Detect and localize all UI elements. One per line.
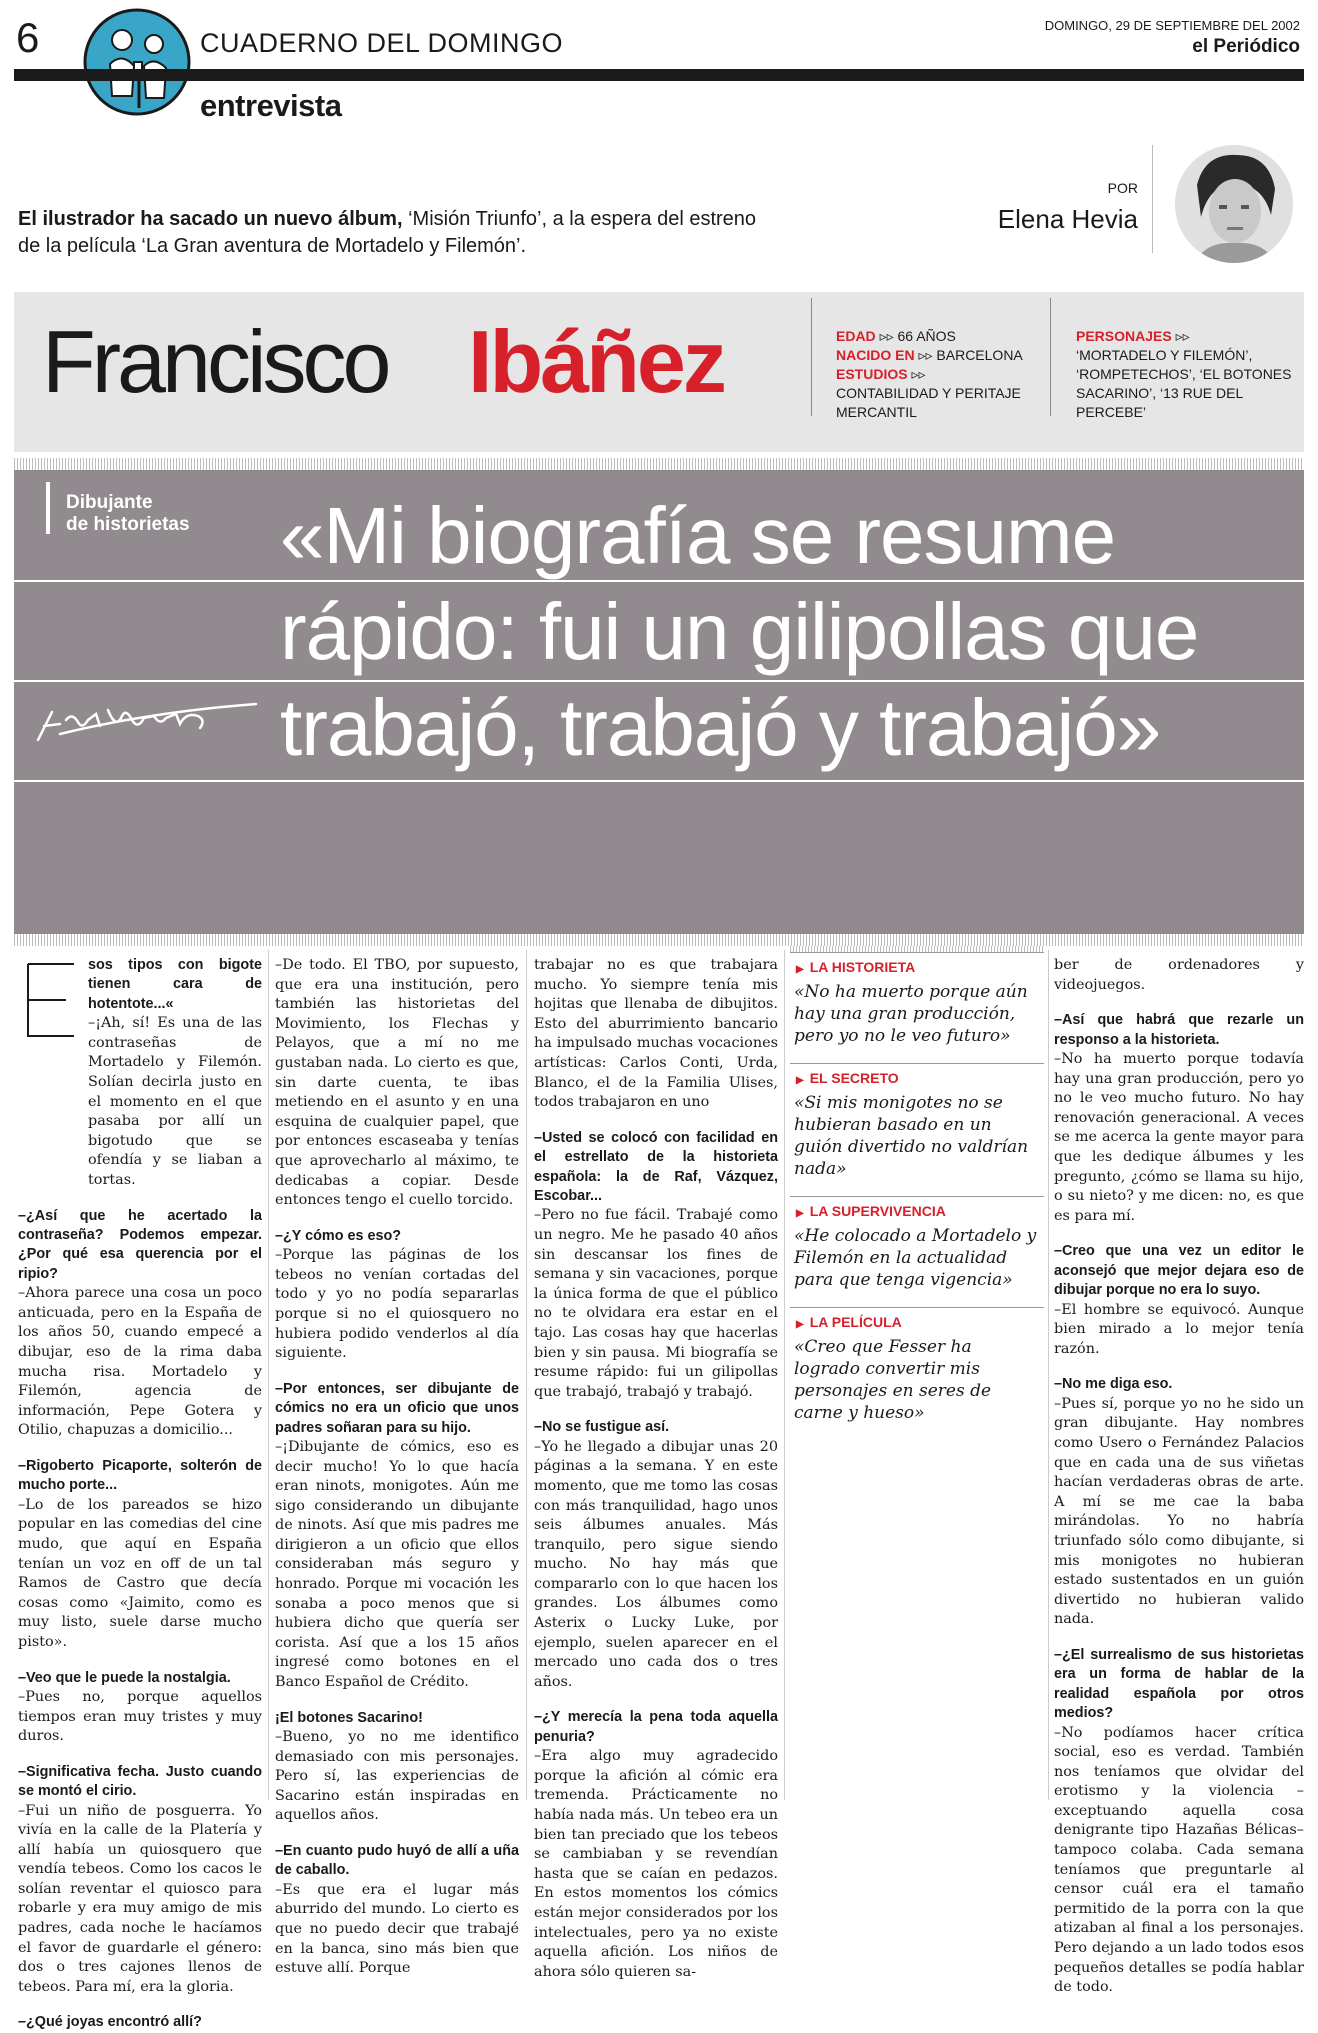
question: –No se fustigue así. bbox=[534, 1419, 670, 1436]
question: ¡El botones Sacarino! bbox=[275, 1709, 423, 1726]
publication-name: el Periódico bbox=[1192, 36, 1300, 57]
fact-age-value: 66 AÑOS bbox=[897, 328, 956, 344]
answer: –Fui un niño de posguerra. Yo vivía en la calle de la Platería y allí había un quiosquero que vendía tebeos. Como los cacos le solían reventar el quiosco para robarle y era muy amigo de mis padres, cada noche le hacíamos el favor de guardarle el género: dos o tres cajones llenos de tebeos. Para mí, era la gloria. bbox=[18, 1802, 262, 1995]
question: –Significativa fecha. Justo cuando se montó el cirio. bbox=[18, 1763, 262, 1800]
page-number: 6 bbox=[16, 14, 40, 61]
intro-text bbox=[18, 206, 778, 260]
byline-author: Elena Hevia bbox=[997, 204, 1138, 234]
answer: –De todo. El TBO, por supuesto, que era una institución, pero también las historietas del Movimiento, los Flechas y Pelayos, que a mí no me gustaban nada. Lo cierto es que, sin darte cuenta, te ibas metiendo en el asunto y en una esquina de cualquier papel, que por entonces escaseaba y tenías que aprovecharlo al máximo, te dedicabas a copiar. Desde entonces tengo el cuello torcido. bbox=[275, 957, 519, 1209]
pull-quote-heading bbox=[790, 952, 1044, 979]
answer: –Pues no, porque aquellos tiempos eran muy tristes y muy duros. bbox=[18, 1688, 262, 1745]
question: –Rigoberto Picaporte, solterón de mucho porte... bbox=[18, 1457, 262, 1494]
question: –¿El surrealismo de sus historietas era un forma de hablar de la realidad española por otros medios? bbox=[1054, 1646, 1304, 1722]
question: –Creo que una vez un editor le aconsejó que mejor dejara eso de dibujar porque no era lo suyo. bbox=[1054, 1243, 1304, 1299]
answer: –No ha muerto porque todavía hay una gran producción, pero yo no le veo mucho futuro. No hay renovación generacional. A veces se me acerca la gente mayor para que les dedique álbumes y les pregunto, ¿cómo se llama su hijo, o su nieto? y me dicen: no, es que es para mí. bbox=[1054, 1051, 1304, 1224]
answer: –No podíamos hacer crítica social, eso es verdad. También nos teníamos que olvidar del erotismo y la violencia –exceptuando aquella cosa denigrante tipo Hazañas Bélicas– tampoco colaba. Cada semana teníamos que preguntarle al censor cuál era el tamaño permitido de la porra con la que atizaban al final a los personajes. Pero dejando a un lado todos esos pequeños detalles se podía hablar de todo. bbox=[1054, 1724, 1304, 1996]
pull-quotes bbox=[790, 952, 1044, 1440]
pull-quote-text: «No ha muerto porque aún hay una gran producción, pero yo no le veo futuro» bbox=[794, 982, 1028, 1046]
facts-divider bbox=[1050, 298, 1051, 416]
answer: –¡Dibujante de cómics, eso es decir mucho! Yo lo que hacía eran ninots, monigotes. Aún me sigo considerando un dibujante de ninots. Así que mis padres me dirigieron a un oficio que ellos consideraban más seguro y honrado. Porque mi vocación les sonaba a poco menos que si hubiera dicho que quería ser corista. Así que a los 15 años ingresé como botones en el Banco Español de Crédito. bbox=[275, 1438, 519, 1691]
pull-quote-item bbox=[790, 1307, 1044, 1434]
author-photo bbox=[1175, 145, 1293, 263]
intro-rest: ‘Misión Triunfo’, a la espera del estreno de la película ‘La Gran aventura de Mortadelo y Filemón’. bbox=[18, 208, 757, 257]
interviewee-last-name: Ibáñez bbox=[468, 312, 724, 411]
facts-box bbox=[836, 327, 1041, 422]
arrow-right-icon: ▶ bbox=[796, 1075, 804, 1086]
answer: trabajar no es que trabajara mucho. Yo siempre tenía mis hojitas que llenaba de dibujitos. Esto del aburrimiento bancario ha impulsado muchas vocaciones artísticas: Carlos Conti, Urda, Blanco, el de la Familia Ulises, todos trabajaron en uno bbox=[534, 957, 778, 1111]
question: –Veo que le puede la nostalgia. bbox=[18, 1669, 231, 1686]
answer: –¡Ah, sí! Es una de las contraseñas de Mortadelo y Filemón. Solían decirla justo en el momento en el que pasaba por allí un bigotudo que se ofendía y se liaban a tortas. bbox=[88, 1015, 262, 1188]
column-divider bbox=[268, 950, 269, 1800]
facts-divider bbox=[811, 298, 812, 416]
fact-characters-label: PERSONAJES bbox=[1076, 328, 1172, 344]
pull-quote-text: «Creo que Fesser ha logrado convertir mis personajes en seres de carne y hueso» bbox=[794, 1337, 992, 1423]
signature bbox=[30, 690, 260, 750]
answer: –Pero no fue fácil. Trabajé como un negro. Me he pasado 40 años sin descansar los fines de semana y sin vacaciones, porque la única forma de que el público no te olvidara era estar en el tajo. Las cosas hay que hacerlas bien y sin pausa. Mi biografía se resume rápido: fui un gilipollas que trabajó, trabajó y trabajó. bbox=[534, 1207, 778, 1400]
headline-label bbox=[66, 492, 266, 536]
answer: –Pues sí, porque yo no he sido un gran dibujante. Hay nombres como Usero o Fernández Palacios que en cada una de sus viñetas hacían verdaderas obras de arte. A mí se me cae la baba mirándolas. Yo no habría triunfado sólo como dibujante, si mis monigotes no hubieran estado sustentados en un guión divertido no hubieran valido nada. bbox=[1054, 1395, 1304, 1628]
section-title: CUADERNO DEL DOMINGO bbox=[200, 28, 564, 58]
category-label: entrevista bbox=[200, 88, 342, 123]
question: –En cuanto pudo huyó de allí a uña de caballo. bbox=[275, 1843, 519, 1879]
question: –Por entonces, ser dibujante de cómics no era un oficio que unos padres soñaran para su hijo. bbox=[275, 1380, 519, 1436]
header-rule bbox=[14, 69, 1304, 81]
answer: –Ahora parece una cosa un poco anticuada, pero en la España de los años 50, cuando empecé a dibujar, eso de la rima daba mucha risa. Mortadelo y Filemón, agencia de información, Pepe Gotera y Otilio, chapuzas a domicilio... bbox=[18, 1285, 262, 1439]
question: –Usted se colocó con facilidad en el estrellato de la historieta española: la de Raf, Vázquez, Escobar... bbox=[534, 1129, 778, 1204]
headline-label-line: Dibujante bbox=[66, 492, 153, 513]
intro-bold: El ilustrador ha sacado un nuevo álbum, bbox=[18, 208, 403, 230]
pull-quote-text: «He colocado a Mortadelo y Filemón en la actualidad para que tenga vigencia» bbox=[794, 1226, 1037, 1290]
fact-arrow: ▹▹ bbox=[879, 328, 894, 344]
column-divider bbox=[526, 950, 527, 1800]
answer: –Bueno, yo no me identifico demasiado con mis personajes. Pero sí, las experiencias de Sacarino están inspiradas en aquellos años. bbox=[275, 1729, 519, 1824]
pull-quote-heading bbox=[790, 1307, 1044, 1334]
arrow-right-icon: ▶ bbox=[796, 1208, 804, 1219]
article-column-3 bbox=[534, 956, 778, 1982]
characters-box bbox=[1076, 327, 1301, 422]
pull-quote-heading-text: LA HISTORIETA bbox=[809, 959, 916, 975]
question: sos tipos con bigote tienen cara de hotentote...« bbox=[88, 957, 262, 1012]
fact-arrow: ▹▹ bbox=[1175, 328, 1190, 344]
pull-quote-heading-text: LA PELÍCULA bbox=[809, 1314, 902, 1330]
pull-quote-item bbox=[790, 1196, 1044, 1301]
arrow-right-icon: ▶ bbox=[796, 1319, 804, 1330]
byline-divider bbox=[1152, 145, 1153, 253]
pull-quote-heading-text: LA SUPERVIVENCIA bbox=[809, 1203, 946, 1219]
pull-quote-heading-text: EL SECRETO bbox=[809, 1070, 899, 1086]
fact-studies-label: ESTUDIOS bbox=[836, 366, 908, 382]
column-divider bbox=[1048, 950, 1049, 1800]
answer: –Yo he llegado a dibujar unas 20 páginas a la semana. Y en este momento, que me tomo las cosas con más tranquilidad, hago unos seis álbumes anuales. Más tranquilo, pero sigue siendo mucho. No hay más que compararlo con lo que hacen los grandes. Los álbumes como Asterix o Lucky Luke, por ejemplo, suelen aparecer en el mercado uno cada dos o tres años. bbox=[534, 1438, 778, 1690]
answer: –Lo de los pareados se hizo popular en las comedias del cine mudo, que aquí en España tenían un voz en off de un tal Ramos de Castro que decía cosas como «Jaimito, como es muy listo, suele darse mucho pisto». bbox=[18, 1496, 262, 1650]
question: –¿Qué joyas encontró allí? bbox=[18, 2014, 202, 2031]
answer: –Es que era el lugar más aburrido del mundo. Lo cierto es que no puedo decir que trabajé en la banca, sino más bien que estuve allí. Porque bbox=[275, 1881, 519, 1977]
decorative-stripes bbox=[14, 458, 1304, 470]
question: –No me diga eso. bbox=[1054, 1376, 1173, 1393]
answer: –Porque las páginas de los tebeos no venían cortadas del todo y yo no podía separarlas porque si no el quiosquero no hubiera podido venderlos al día siguiente. bbox=[275, 1247, 519, 1362]
section-logo-icon bbox=[82, 4, 192, 124]
column-divider bbox=[784, 950, 785, 1800]
answer: ber de ordenadores y videojuegos. bbox=[1054, 957, 1304, 993]
answer: –Era algo muy agradecido porque la afición al cómic era tremenda. Prácticamente no había nada más. Un tebeo era un bien tan preciado que los tebeos se cambiaban y se revendían hasta que se caían en pedazos. En estos momentos los cómics están mejor considerados por los intelectuales, pero ya no existe aquella afición. Los niños de ahora sólo quieren sa- bbox=[534, 1748, 778, 1980]
pull-quote-item bbox=[790, 1063, 1044, 1190]
question: –¿Y merecía la pena toda aquella penuria? bbox=[534, 1709, 778, 1745]
pull-quote-heading bbox=[790, 1063, 1044, 1090]
fact-arrow: ▹▹ bbox=[918, 347, 933, 363]
question: –Así que habrá que rezarle un responso a la historieta. bbox=[1054, 1012, 1304, 1048]
fact-characters-value: ‘MORTADELO Y FILEMÓN’, ‘ROMPETECHOS’, ‘EL BOTONES SACARINO’, ‘13 RUE DEL PERCEBE’ bbox=[1076, 347, 1292, 420]
headline-label-line: de historietas bbox=[66, 514, 190, 535]
question: –¿Así que he acertado la contraseña? Podemos empezar. ¿Por qué esa querencia por el ripio? bbox=[18, 1207, 262, 1282]
pull-quote-heading bbox=[790, 1196, 1044, 1223]
publication-date: DOMINGO, 29 DE SEPTIEMBRE DEL 2002 bbox=[1044, 18, 1300, 33]
interviewee-first-name: Francisco bbox=[42, 312, 388, 411]
answer: –El hombre se equivocó. Aunque bien mirado a lo mejor tenía razón. bbox=[1054, 1301, 1304, 1357]
article-column-2 bbox=[275, 956, 519, 1979]
arrow-right-icon: ▶ bbox=[796, 964, 804, 975]
pull-quote-item bbox=[790, 952, 1044, 1057]
byline-label: POR bbox=[1107, 180, 1138, 196]
fact-age-label: EDAD bbox=[836, 328, 876, 344]
decorative-stripes bbox=[14, 934, 1304, 946]
fact-studies-value: CONTABILIDAD Y PERITAJE MERCANTIL bbox=[836, 385, 1021, 420]
pull-quote-text: «Si mis monigotes no se hubieran basado en un guión divertido no valdrían nada» bbox=[794, 1093, 1029, 1179]
fact-born-label: NACIDO EN bbox=[836, 347, 915, 363]
headline-label-bar bbox=[46, 482, 50, 534]
article-column-1 bbox=[18, 956, 262, 2033]
fact-arrow: ▹▹ bbox=[911, 366, 926, 382]
headline-rule bbox=[14, 780, 1304, 782]
article-column-5 bbox=[1054, 956, 1304, 1998]
fact-born-value: BARCELONA bbox=[936, 347, 1023, 363]
headline-quote: «Mi biografía se resume rápido: fui un gilipollas que trabajó, trabajó y trabajó» bbox=[280, 491, 1199, 772]
question: –¿Y cómo es eso? bbox=[275, 1227, 402, 1244]
